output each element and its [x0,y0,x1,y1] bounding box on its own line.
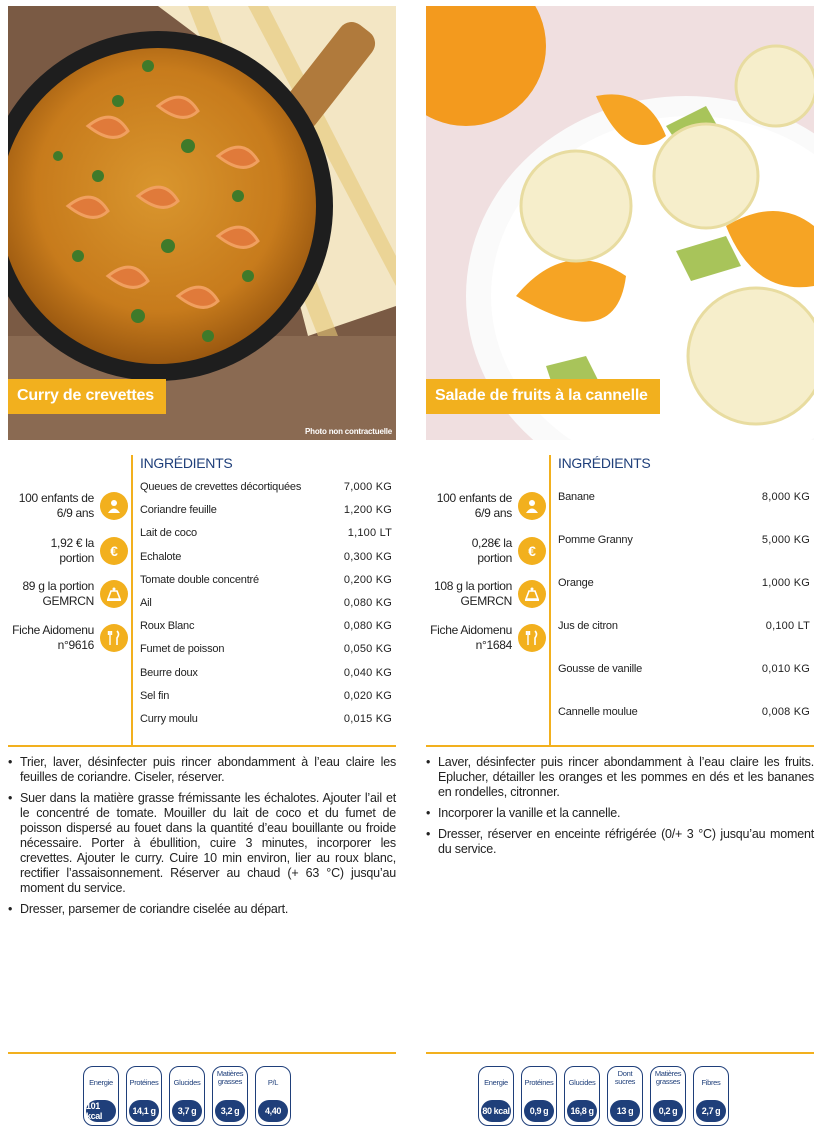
ingredient-quantity: 1,000 KG [761,577,810,589]
nutrition-value: 13 g [610,1100,640,1122]
nutrition-badge [521,1066,557,1126]
cutlery-icon [518,624,546,652]
stat-servings: 100 enfants de 6/9 ans [422,491,546,521]
instruction-step: • Suer dans la matière grasse frémissante les échalotes. Ajouter l’ail et le concentré de tomate. Mouiller du lait de coco et du fumet de poisson dispersé au fouet dans la quantité d’eau bouillante ou froide nécessaire. Porter à ébullition, cuire 3 minutes, incorporer les crevettes. Ajouter le curry. Cuire 10 min environ, lier au roux blanc, rectifier l’assaisonnement. Réserver au chaud (+ 63 °C) jusqu’au moment du service. [8,791,396,896]
nutrition-value: 3,2 g [215,1100,245,1122]
ingredient-quantity: 5,000 KG [761,534,810,546]
nutrition-badge [83,1066,119,1126]
nutrition-badge [564,1066,600,1126]
ingredient-name: Sel fin [140,689,170,702]
ingredient-name: Queues de crevettes décortiquées [140,481,302,493]
nutrition-label: Protéines [129,1078,159,1087]
ingredient-name: Beurre doux [140,666,198,679]
recipe-photo [426,6,814,440]
ingredient-row [140,574,392,597]
nutrition-label: Fibres [701,1078,721,1087]
divider-rule [426,1052,814,1054]
nutrition-value: 0,2 g [653,1100,683,1122]
ingredient-row [140,643,392,666]
recipe-info [8,455,396,745]
ingredients-list [558,491,810,749]
nutrition-label: P/L [267,1078,279,1087]
ingredient-quantity: 1,200 KG [343,504,392,517]
ingredient-quantity: 0,080 KG [343,620,392,633]
ingredient-row [558,491,810,534]
ingredient-name: Jus de citron [558,620,618,632]
ingredient-quantity: 0,200 KG [343,573,392,586]
ingredient-row [558,577,810,620]
ingredient-name: Orange [558,577,594,589]
nutrition-label: Energie [484,1078,508,1087]
instruction-step: • Incorporer la vanille et la cannelle. [426,806,814,821]
stat-portion: 89 g la portion GEMRCN [4,579,128,609]
stat-cost: 0,28€ la portion € [442,536,546,566]
recipe-photo [8,6,396,440]
ingredient-quantity: 0,010 KG [761,663,810,675]
fruit-salad-photo-illustration [426,6,814,440]
recipe-info [426,455,814,745]
curry-photo-illustration [8,6,396,440]
instruction-step: • Dresser, réserver en enceinte réfrigérée (0/+ 3 °C) jusqu’au moment du service. [426,827,814,857]
stat-servings: 100 enfants de 6/9 ans [4,491,128,521]
nutrition-label: Glucides [173,1078,201,1087]
ingredient-row [558,663,810,706]
ingredient-name: Lait de coco [140,527,197,540]
photo-disclaimer: Photo non contractuelle [723,427,810,436]
ingredient-name: Roux Blanc [140,620,195,633]
ingredient-name: Curry moulu [140,712,198,725]
nutrition-value: 101 kcal [86,1100,116,1122]
ingredient-name: Ail [140,596,152,609]
nutrition-label: Matières grasses [216,1069,244,1086]
ingredients-heading: INGRÉDIENTS [140,455,233,471]
nutrition-value: 0,9 g [524,1100,554,1122]
nutrition-label: Glucides [568,1078,596,1087]
ingredient-row [140,690,392,713]
divider-rule [8,1052,396,1054]
nutrition-value: 16,8 g [567,1100,597,1122]
nutrition-value: 80 kcal [481,1100,511,1122]
nutrition-label: Protéines [524,1078,554,1087]
ingredient-row [558,706,810,749]
ingredient-quantity: 0,300 KG [343,550,392,563]
nutrition-value: 3,7 g [172,1100,202,1122]
ingredient-name: Pomme Granny [558,534,633,546]
instruction-step: • Laver, désinfecter puis rincer abondamment à l’eau claire les fruits. Eplucher, détailler les oranges et les pommes en dés et les bananes en rondelles, citronner. [426,755,814,800]
nutrition-badges [478,1066,729,1126]
ingredient-row [558,620,810,663]
ingredient-row [140,597,392,620]
ingredient-row [558,534,810,577]
ingredient-name: Coriandre feuille [140,504,217,517]
ingredient-quantity: 0,020 KG [343,689,392,702]
ingredients-list [140,481,392,736]
divider-rule [426,745,814,747]
ingredient-quantity: 0,050 KG [343,643,392,656]
stat-cost: 1,92 € la portion € [24,536,128,566]
divider-rule [8,745,396,747]
divider-vertical [131,455,133,745]
cutlery-icon [100,624,128,652]
nutrition-label: Matières grasses [654,1069,682,1086]
stat-portion: 108 g la portion GEMRCN [422,579,546,609]
divider-vertical [549,455,551,745]
nutrition-badge [650,1066,686,1126]
ingredient-quantity: 0,100 LT [765,620,810,632]
ingredient-name: Fumet de poisson [140,643,225,656]
ingredient-quantity: 0,015 KG [343,712,392,725]
nutrition-badge [255,1066,291,1126]
nutrition-badge [478,1066,514,1126]
ingredient-name: Cannelle moulue [558,706,638,718]
nutrition-label: Dont sucres [614,1069,636,1086]
ingredient-row [140,527,392,550]
ingredient-name: Gousse de vanille [558,663,643,675]
nutrition-badge [693,1066,729,1126]
instructions [426,755,814,863]
nutrition-value: 4,40 [258,1100,288,1122]
ingredient-quantity: 1,100 LT [347,527,392,540]
scale-icon [518,580,546,608]
nutrition-badge [212,1066,248,1126]
instruction-step: • Dresser, parsemer de coriandre ciselée au départ. [8,902,396,917]
ingredient-row [140,504,392,527]
recipe-title: Curry de crevettes [8,379,166,414]
ingredient-quantity: 0,008 KG [761,706,810,718]
ingredient-row [140,551,392,574]
ingredient-name: Banane [558,491,595,503]
nutrition-value: 14,1 g [129,1100,159,1122]
nutrition-badge [607,1066,643,1126]
stat-fiche: Fiche Aidomenu n°1684 [412,623,546,653]
child-icon [518,492,546,520]
euro-icon: € [518,537,546,565]
ingredient-row [140,620,392,643]
ingredient-row [140,481,392,504]
ingredient-quantity: 0,040 KG [343,666,392,679]
recipe-title: Salade de fruits à la cannelle [426,379,660,414]
recipe-curry [8,0,396,1138]
ingredient-name: Echalote [140,550,182,563]
ingredient-row [140,713,392,736]
stat-fiche: Fiche Aidomenu n°9616 [0,623,128,653]
euro-icon: € [100,537,128,565]
scale-icon [100,580,128,608]
nutrition-label: Energie [89,1078,113,1087]
ingredient-name: Tomate double concentré [140,573,259,586]
nutrition-value: 2,7 g [696,1100,726,1122]
instruction-step: • Trier, laver, désinfecter puis rincer abondamment à l’eau claire les feuilles de coriandre. Ciseler, réserver. [8,755,396,785]
ingredient-row [140,667,392,690]
ingredient-quantity: 0,080 KG [343,596,392,609]
child-icon [100,492,128,520]
photo-disclaimer: Photo non contractuelle [305,427,392,436]
instructions [8,755,396,923]
ingredients-heading: INGRÉDIENTS [558,455,651,471]
ingredient-quantity: 8,000 KG [761,491,810,503]
nutrition-badge [126,1066,162,1126]
ingredient-quantity: 7,000 KG [343,481,392,493]
nutrition-badge [169,1066,205,1126]
recipe-salade [426,0,814,1138]
nutrition-badges [83,1066,291,1126]
